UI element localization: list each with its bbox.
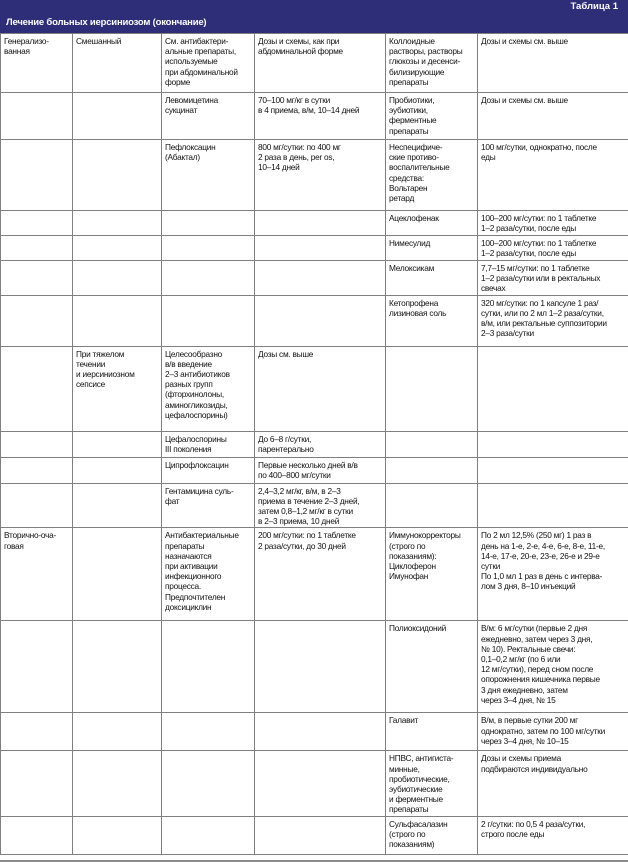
table-cell [255, 751, 386, 816]
table-cell [1, 295, 73, 346]
table-cell [162, 295, 255, 346]
table-row [1, 261, 628, 296]
table-cell: Мелоксикам [386, 261, 478, 296]
table-cell: Целесообразно в/в введение 2–3 антибиотиков разных групп (фторхинолоны, аминогликозиды, цефалоспорины) [162, 346, 255, 431]
table-cell: 100–200 мг/сутки: по 1 таблетке 1–2 раза/сутки, после еды [478, 211, 628, 236]
table-cell [73, 457, 162, 483]
table-cell [73, 140, 162, 211]
table-cell [73, 621, 162, 713]
table-cell: Антибактериальные препараты назначаются при активации инфекционного процесса. Предпочтителен доксициклин [162, 528, 255, 621]
table-row [1, 816, 628, 854]
table-cell [1, 211, 73, 236]
table-cell [1, 816, 73, 854]
table-cell [1, 346, 73, 431]
table-cell [386, 483, 478, 528]
table-cell [73, 751, 162, 816]
table-cell: В/м: 6 мг/сутки (первые 2 дня ежедневно, затем через 3 дня, № 10). Ректальные свечи: 0,1–0,2 мг/кг (по 6 или 12 мг/сутки), перед сном после опорожнения кишечника первые 3 дня ежедневно, затем через 3–4 дня, № 15 [478, 621, 628, 713]
table-cell: 100–200 мг/сутки: по 1 таблетке 1–2 раза/сутки, после еды [478, 236, 628, 261]
table-cell: При тяжелом течении и иерсиниозном сепсисе [73, 346, 162, 431]
table-row [1, 457, 628, 483]
table-cell [255, 295, 386, 346]
table-cell: Неспецифиче- ские противо- воспалительные средства: Вольтарен ретард [386, 140, 478, 211]
table-cell [386, 431, 478, 457]
table-cell: 320 мг/сутки: по 1 капсуле 1 раз/ сутки, или по 2 мл 1–2 раза/сутки, в/м, или ректальные суппозитории 2–3 раза/сутки [478, 295, 628, 346]
table-cell: В/м, в первые сутки 200 мг однократно, затем по 100 мг/сутки через 3–4 дня, № 10–15 [478, 713, 628, 751]
table-cell [73, 93, 162, 140]
table-cell: Кетопрофена лизиновая соль [386, 295, 478, 346]
table-cell: 70–100 мг/кг в сутки в 4 приема, в/м, 10–14 дней [255, 93, 386, 140]
table-row [1, 528, 628, 621]
table-cell: Коллоидные растворы, растворы глюкозы и десенси- билизирующие препараты [386, 34, 478, 93]
table-cell [1, 261, 73, 296]
table-row [1, 93, 628, 140]
table-row [1, 431, 628, 457]
table-cell: 2 г/сутки: по 0,5 4 раза/сутки, строго после еды [478, 816, 628, 854]
table-cell [255, 713, 386, 751]
table-cell [73, 528, 162, 621]
table-cell: Иммунокорректоры (строго по показаниям): Циклоферон Имунофан [386, 528, 478, 621]
table-cell [255, 261, 386, 296]
table-cell: 100 мг/сутки, однократно, после еды [478, 140, 628, 211]
table-cell: 2,4–3,2 мг/кг, в/м, в 2–3 приема в течение 2–3 дней, затем 0,8–1,2 мг/кг в сутки в 2–3 приема, 10 дней [255, 483, 386, 528]
table-cell [386, 457, 478, 483]
table-cell: Ципрофлоксацин [162, 457, 255, 483]
table-cell [1, 431, 73, 457]
table-row [1, 34, 628, 93]
table-cell: Ацеклофенак [386, 211, 478, 236]
table-cell [478, 431, 628, 457]
table-cell [1, 751, 73, 816]
table-cell [1, 457, 73, 483]
table-cell: До 6–8 г/сутки, парентерально [255, 431, 386, 457]
table-cell: Дозы и схемы, как при абдоминальной форме [255, 34, 386, 93]
table-cell: НПВС, антигиста- минные, пробиотические, эубиотические и ферментные препараты [386, 751, 478, 816]
table-cell [73, 431, 162, 457]
table-cell: Пробиотики, эубиотики, ферментные препараты [386, 93, 478, 140]
table-cell [73, 713, 162, 751]
table-cell [162, 751, 255, 816]
table-cell: Смешанный [73, 34, 162, 93]
table-cell: Цефалоспорины III поколения [162, 431, 255, 457]
table-cell [1, 621, 73, 713]
table-cell: Генерализо- ванная [1, 34, 73, 93]
table-cell [1, 93, 73, 140]
table-cell [162, 816, 255, 854]
table-row [1, 140, 628, 211]
table-cell: 7,7–15 мг/сутки: по 1 таблетке 1–2 раза/сутки или в ректальных свечах [478, 261, 628, 296]
table-row [1, 483, 628, 528]
table-title: Лечение больных иерсиниозом (окончание) [6, 17, 207, 28]
table-cell: 800 мг/сутки: по 400 мг 2 раза в день, per os, 10–14 дней [255, 140, 386, 211]
table-cell: Дозы и схемы см. выше [478, 34, 628, 93]
table-cell: Дозы и схемы см. выше [478, 93, 628, 140]
table-cell: 200 мг/сутки: по 1 таблетке 2 раза/сутки, до 30 дней [255, 528, 386, 621]
table-cell [73, 816, 162, 854]
table-cell [255, 621, 386, 713]
table-cell [162, 713, 255, 751]
table-number-bar [0, 0, 628, 14]
table-cell [1, 483, 73, 528]
table-cell [162, 236, 255, 261]
table-cell: Первые несколько дней в/в по 400–800 мг/сутки [255, 457, 386, 483]
table-cell: Полиоксидоний [386, 621, 478, 713]
table-cell: См. антибактери- альные препараты, используемые при абдоминальной форме [162, 34, 255, 93]
table-cell [255, 816, 386, 854]
table-number: Таблица 1 [570, 1, 618, 12]
table-cell: Вторично-оча- говая [1, 528, 73, 621]
table-cell [1, 713, 73, 751]
table-cell [162, 261, 255, 296]
table-cell: Сульфасалазин (строго по показаниям) [386, 816, 478, 854]
table-cell [255, 211, 386, 236]
table-cell [478, 346, 628, 431]
table-row [1, 621, 628, 713]
table-row [1, 751, 628, 816]
table-cell [478, 457, 628, 483]
treatment-table [0, 33, 628, 855]
table-cell [162, 211, 255, 236]
table-cell [162, 621, 255, 713]
table-cell [73, 295, 162, 346]
table-cell [73, 236, 162, 261]
table-cell: Дозы см. выше [255, 346, 386, 431]
title-bar [0, 14, 628, 33]
table-cell [478, 483, 628, 528]
table-cell [1, 236, 73, 261]
table-cell [73, 211, 162, 236]
table-cell [255, 236, 386, 261]
table-row [1, 211, 628, 236]
table-cell [73, 483, 162, 528]
table-row [1, 236, 628, 261]
table-cell: По 2 мл 12,5% (250 мг) 1 раз в день на 1-е, 2-е, 4-е, 6-е, 8-е, 11-е, 14-е, 17-е, 20-е, 23-е, 26-е и 29-е сутки По 1,0 мл 1 раз в день с интерва- лом 3 дня, 8–10 инъекций [478, 528, 628, 621]
table-row [1, 295, 628, 346]
table-cell [1, 140, 73, 211]
table-cell: Гентамицина суль- фат [162, 483, 255, 528]
table-cell: Пефлоксацин (Абактал) [162, 140, 255, 211]
table-row [1, 346, 628, 431]
table-cell: Левомицетина сукцинат [162, 93, 255, 140]
table-cell [386, 346, 478, 431]
table-cell: Галавит [386, 713, 478, 751]
table-cell: Нимесулид [386, 236, 478, 261]
table-cell [73, 261, 162, 296]
table-cell: Дозы и схемы приема подбираются индивидуально [478, 751, 628, 816]
table-row [1, 713, 628, 751]
